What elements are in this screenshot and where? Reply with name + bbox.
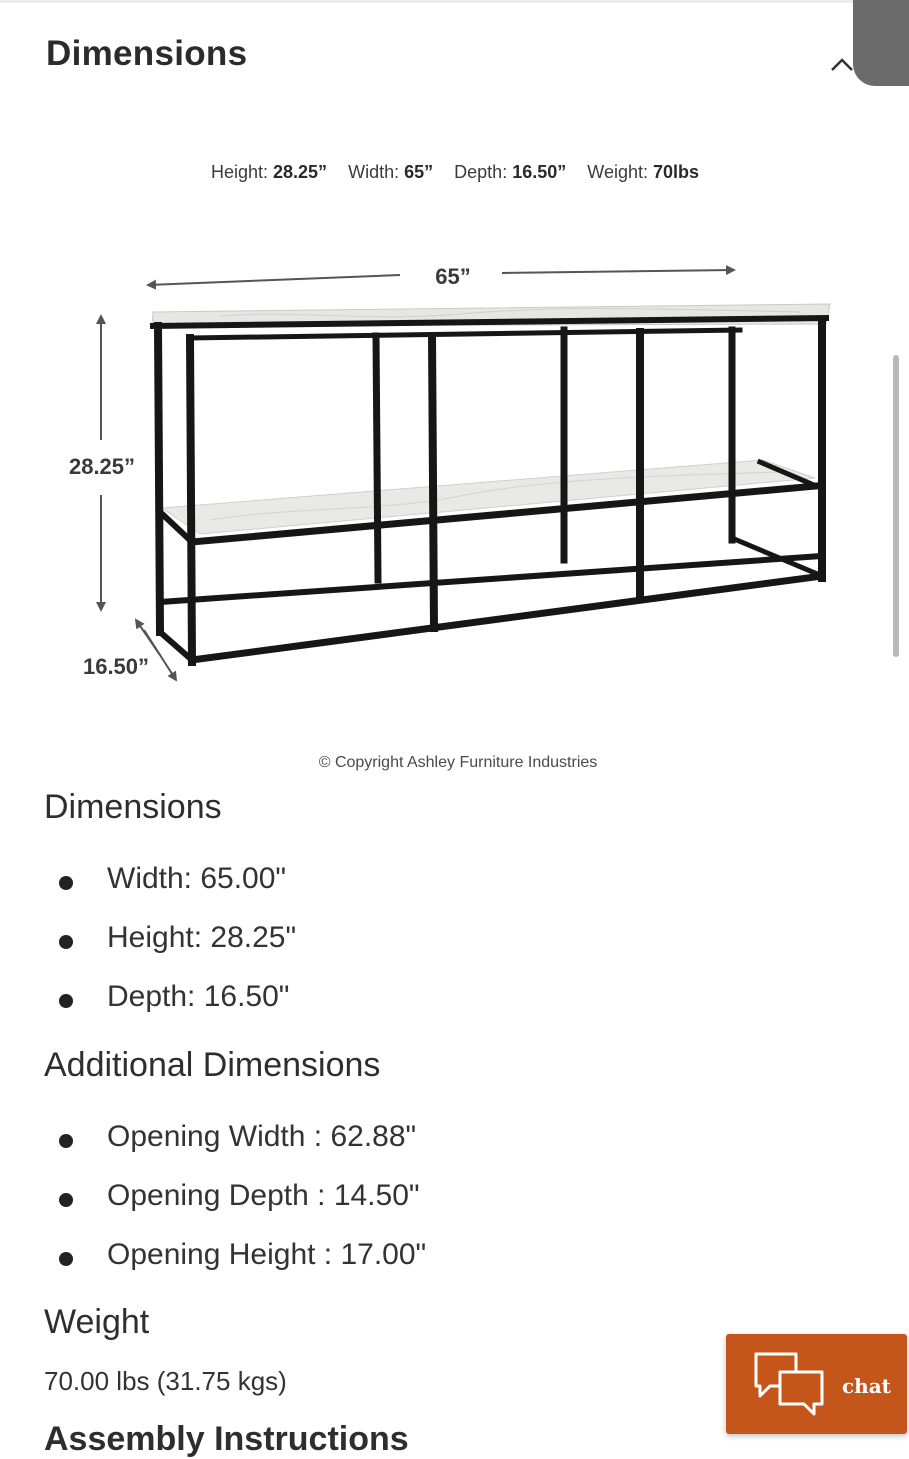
chat-bubbles-icon	[752, 1350, 828, 1420]
bullet-icon	[59, 876, 73, 890]
width-arrow-right	[502, 270, 734, 273]
weight-heading: Weight	[44, 1303, 150, 1341]
console-table-diagram	[40, 140, 870, 740]
dimensions-heading: Dimensions	[44, 788, 222, 826]
scrollbar[interactable]	[893, 355, 899, 657]
depth-label: 16.50”	[82, 654, 150, 679]
overlay-tab[interactable]	[853, 0, 909, 86]
bullet-icon	[59, 1134, 73, 1148]
additional-dimensions-heading: Additional Dimensions	[44, 1046, 381, 1084]
bullet-icon	[59, 935, 73, 949]
spec-depth: Depth: 16.50”	[454, 162, 567, 182]
bullet-icon	[59, 994, 73, 1008]
height-label: 28.25”	[68, 454, 136, 479]
spec-width: Width: 65”	[348, 162, 434, 182]
width-label: 65”	[435, 264, 471, 289]
chat-label: chat	[842, 1374, 891, 1398]
copyright-notice: © Copyright Ashley Furniture Industries	[318, 754, 598, 771]
section-title: Dimensions	[46, 34, 248, 73]
spec-weight: Weight: 70lbs	[587, 162, 700, 182]
bullet-icon	[59, 1193, 73, 1207]
next-section-heading[interactable]: Assembly Instructions	[44, 1420, 409, 1458]
dimensions-accordion-header[interactable]	[0, 0, 909, 110]
width-arrow-left	[148, 275, 400, 285]
chat-button[interactable]	[726, 1334, 907, 1434]
bullet-icon	[59, 1252, 73, 1266]
weight-value: 70.00 lbs (31.75 kgs)	[44, 1366, 287, 1396]
spec-height: Height: 28.25”	[210, 162, 328, 182]
dimension-figure	[40, 140, 870, 780]
